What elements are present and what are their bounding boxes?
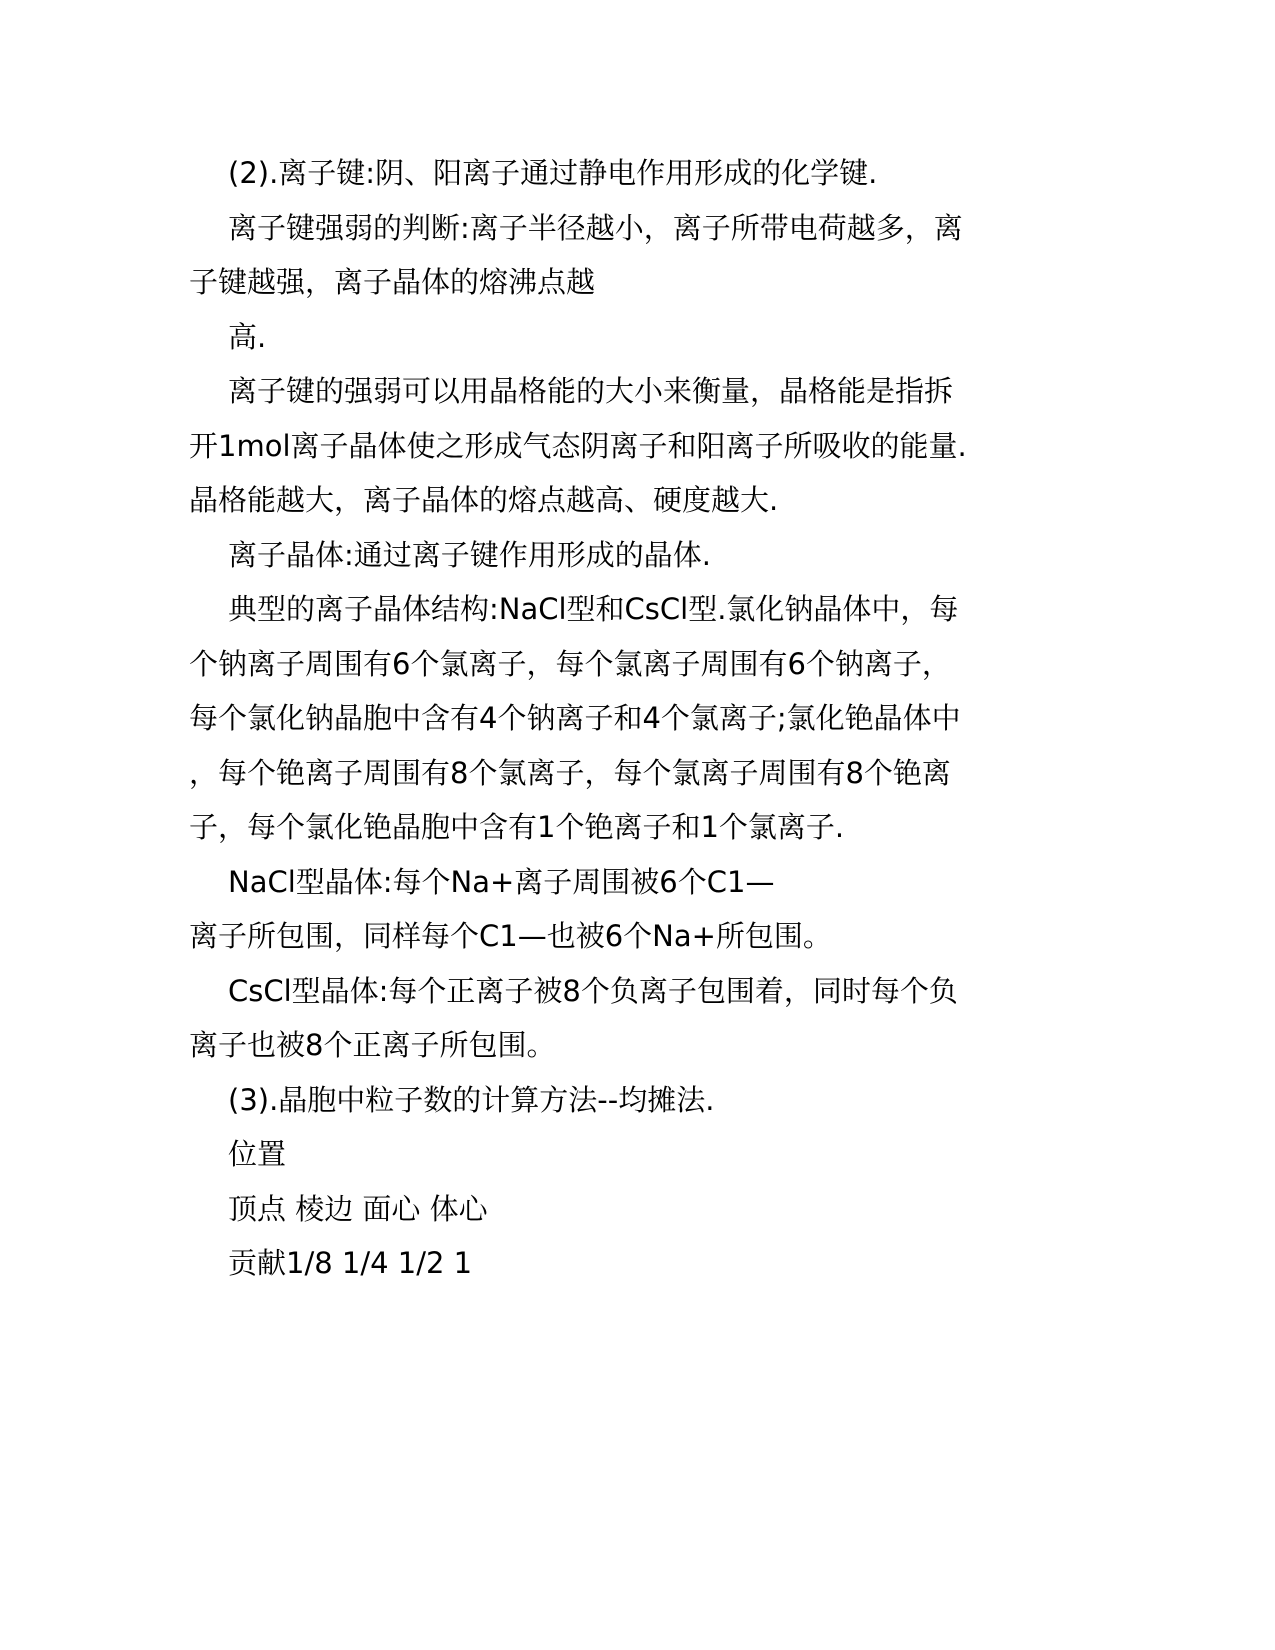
text-line: 开1mol离子晶体使之形成气态阴离子和阳离子所吸收的能量.	[189, 429, 967, 463]
text-line: 离子键强弱的判断:离子半径越小，离子所带电荷越多，离	[228, 211, 963, 245]
text-line: 晶格能越大，离子晶体的熔点越高、硬度越大.	[189, 483, 779, 517]
text-line: 高.	[228, 320, 267, 354]
text-line: ，每个铯离子周围有8个氯离子，每个氯离子周围有8个铯离	[189, 756, 951, 790]
text-line: 个钠离子周围有6个氯离子，每个氯离子周围有6个钠离子，	[189, 647, 951, 681]
text-line: NaCl型晶体:每个Na+离子周围被6个C1—	[228, 865, 775, 899]
text-line: CsCl型晶体:每个正离子被8个负离子包围着，同时每个负	[228, 974, 958, 1008]
text-line: 离子晶体:通过离子键作用形成的晶体.	[228, 538, 711, 572]
text-line: 每个氯化钠晶胞中含有4个钠离子和4个氯离子;氯化铯晶体中	[189, 701, 961, 735]
text-line: (3).晶胞中粒子数的计算方法--均摊法.	[228, 1083, 715, 1117]
text-line: 子，每个氯化铯晶胞中含有1个铯离子和1个氯离子.	[189, 810, 845, 844]
text-line: (2).离子键:阴、阳离子通过静电作用形成的化学键.	[228, 156, 878, 190]
text-line: 位置	[228, 1137, 287, 1171]
text-line: 离子键的强弱可以用晶格能的大小来衡量，晶格能是指拆	[228, 374, 954, 408]
text-line: 离子也被8个正离子所包围。	[189, 1028, 556, 1062]
text-line: 离子所包围，同样每个C1—也被6个Na+所包围。	[189, 919, 832, 953]
text-line: 子键越强，离子晶体的熔沸点越	[189, 265, 596, 299]
text-line: 典型的离子晶体结构:NaCl型和CsCl型.氯化钠晶体中，每	[228, 592, 959, 626]
text-line: 贡献1/8 1/4 1/2 1	[228, 1246, 473, 1280]
text-line: 顶点 棱边 面心 体心	[228, 1192, 488, 1226]
